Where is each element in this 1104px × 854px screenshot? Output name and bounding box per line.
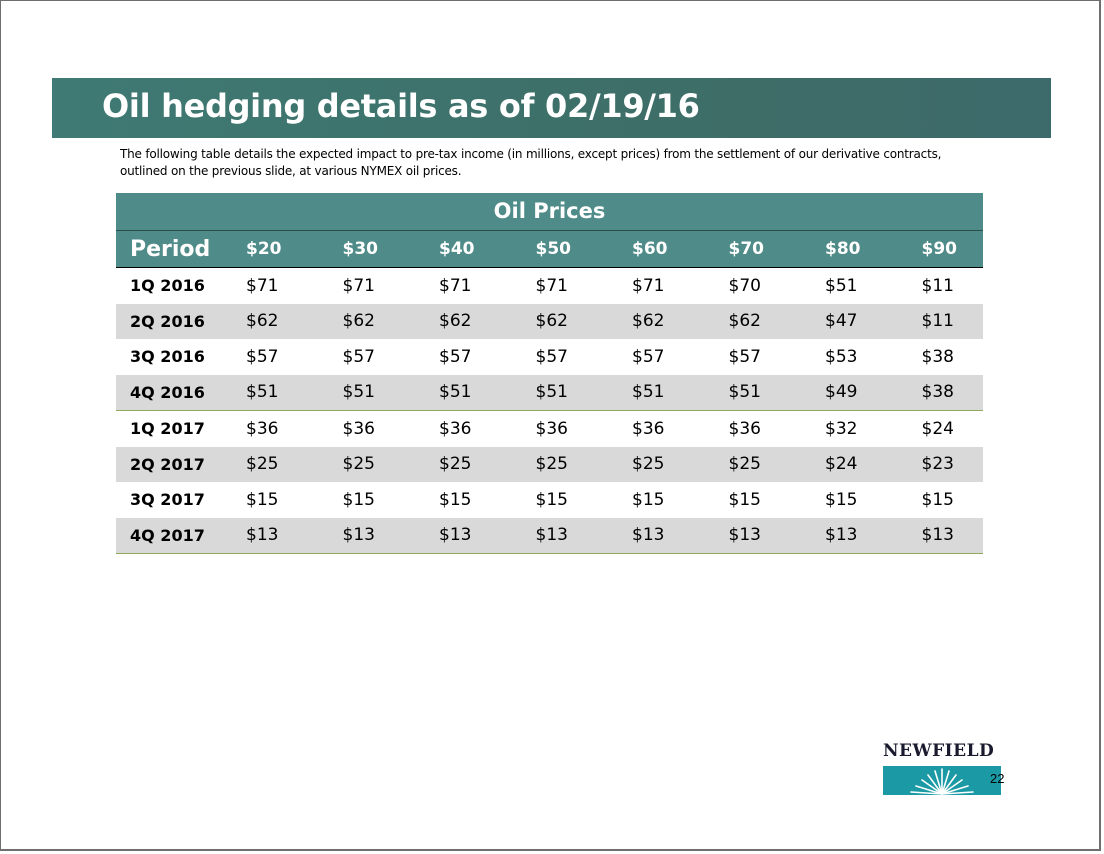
value-cell: $15 — [535, 489, 568, 510]
price-header: $90 — [921, 239, 957, 259]
value-cell: $51 — [825, 275, 858, 296]
value-cell: $15 — [825, 489, 858, 510]
value-cell: $49 — [825, 382, 858, 403]
slide-title: Oil hedging details as of 02/19/16 — [102, 87, 700, 125]
value-cell: $57 — [246, 346, 279, 367]
value-cell: $38 — [921, 382, 954, 403]
value-cell: $25 — [246, 454, 279, 475]
page-number: 22 — [990, 771, 1005, 786]
period-cell: 3Q 2017 — [130, 490, 205, 510]
table-row — [116, 447, 983, 483]
period-cell: 2Q 2017 — [130, 454, 205, 474]
period-cell: 4Q 2016 — [130, 382, 205, 402]
value-cell: $15 — [632, 489, 665, 510]
price-header: $50 — [535, 239, 571, 259]
value-cell: $15 — [439, 489, 472, 510]
newfield-logo — [883, 741, 1001, 795]
value-cell: $70 — [728, 275, 761, 296]
value-cell: $13 — [246, 525, 279, 546]
period-header: Period — [130, 236, 211, 262]
logo-wordmark: NEWFIELD — [883, 741, 995, 761]
table-row — [116, 375, 983, 412]
value-cell: $62 — [246, 311, 279, 332]
value-cell: $36 — [632, 418, 665, 439]
value-cell: $24 — [825, 454, 858, 475]
value-cell: $36 — [342, 418, 375, 439]
price-header: $60 — [632, 239, 668, 259]
value-cell: $57 — [342, 346, 375, 367]
value-cell: $24 — [921, 418, 954, 439]
value-cell: $13 — [535, 525, 568, 546]
value-cell: $15 — [246, 489, 279, 510]
intro-line-1: The following table details the expected impact to pre-tax income (in millions, except prices) from the settlement of our derivative contracts, — [120, 147, 942, 161]
hedging-table — [116, 193, 983, 554]
sunburst-icon — [883, 766, 1001, 795]
period-cell: 3Q 2016 — [130, 347, 205, 367]
value-cell: $11 — [921, 275, 954, 296]
value-cell: $13 — [632, 525, 665, 546]
value-cell: $25 — [728, 454, 761, 475]
value-cell: $62 — [535, 311, 568, 332]
table-row — [116, 304, 983, 340]
table-row — [116, 411, 983, 447]
title-bar — [52, 78, 1051, 138]
value-cell: $51 — [246, 382, 279, 403]
value-cell: $15 — [342, 489, 375, 510]
value-cell: $51 — [535, 382, 568, 403]
value-cell: $36 — [246, 418, 279, 439]
column-header-row — [116, 231, 983, 267]
value-cell: $25 — [632, 454, 665, 475]
value-cell: $25 — [535, 454, 568, 475]
value-cell: $71 — [342, 275, 375, 296]
value-cell: $62 — [439, 311, 472, 332]
value-cell: $25 — [342, 454, 375, 475]
value-cell: $57 — [535, 346, 568, 367]
period-cell: 1Q 2016 — [130, 276, 205, 296]
value-cell: $25 — [439, 454, 472, 475]
intro-line-2: outlined on the previous slide, at various NYMEX oil prices. — [120, 164, 462, 178]
value-cell: $51 — [632, 382, 665, 403]
value-cell: $38 — [921, 346, 954, 367]
value-cell: $51 — [342, 382, 375, 403]
value-cell: $36 — [439, 418, 472, 439]
value-cell: $57 — [632, 346, 665, 367]
value-cell: $47 — [825, 311, 858, 332]
period-cell: 1Q 2017 — [130, 419, 205, 439]
value-cell: $32 — [825, 418, 858, 439]
value-cell: $57 — [728, 346, 761, 367]
price-header: $80 — [825, 239, 861, 259]
table-row — [116, 268, 983, 304]
value-cell: $13 — [342, 525, 375, 546]
oil-prices-header: Oil Prices — [116, 193, 983, 231]
period-cell: 2Q 2016 — [130, 311, 205, 331]
value-cell: $36 — [535, 418, 568, 439]
value-cell: $71 — [439, 275, 472, 296]
value-cell: $71 — [632, 275, 665, 296]
value-cell: $53 — [825, 346, 858, 367]
value-cell: $62 — [632, 311, 665, 332]
value-cell: $57 — [439, 346, 472, 367]
price-header: $70 — [728, 239, 764, 259]
price-header: $40 — [439, 239, 475, 259]
value-cell: $71 — [246, 275, 279, 296]
price-header: $30 — [342, 239, 378, 259]
value-cell: $13 — [439, 525, 472, 546]
value-cell: $13 — [921, 525, 954, 546]
value-cell: $71 — [535, 275, 568, 296]
value-cell: $11 — [921, 311, 954, 332]
table-row — [116, 518, 983, 555]
table-row — [116, 482, 983, 518]
value-cell: $23 — [921, 454, 954, 475]
price-header: $20 — [246, 239, 282, 259]
value-cell: $36 — [728, 418, 761, 439]
value-cell: $15 — [728, 489, 761, 510]
period-cell: 4Q 2017 — [130, 525, 205, 545]
value-cell: $51 — [439, 382, 472, 403]
value-cell: $62 — [728, 311, 761, 332]
intro-text — [120, 146, 1020, 180]
value-cell: $13 — [728, 525, 761, 546]
value-cell: $51 — [728, 382, 761, 403]
table-header — [116, 193, 983, 267]
value-cell: $15 — [921, 489, 954, 510]
value-cell: $13 — [825, 525, 858, 546]
table-row — [116, 339, 983, 375]
value-cell: $62 — [342, 311, 375, 332]
